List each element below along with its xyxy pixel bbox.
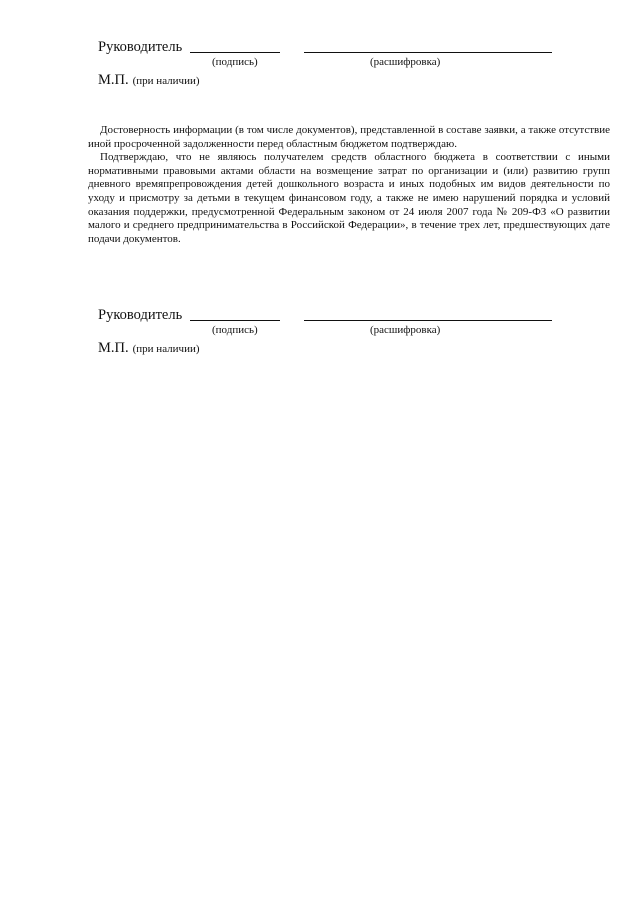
name-decode-line [304, 320, 552, 321]
stamp-label: М.П. [98, 340, 129, 356]
paragraph-reliability: Достоверность информации (в том числе документов), представленной в составе заявки, а также отсутствие иной просроченной задолженности перед областным бюджетом подтверждаю. [88, 124, 610, 150]
signature-hint: (подпись) [212, 324, 258, 336]
name-decode-line [304, 52, 552, 53]
stamp-note: (при наличии) [132, 75, 200, 87]
signature-line [190, 320, 280, 321]
stamp-label: М.П. [98, 72, 129, 88]
signature-row [98, 38, 568, 56]
signature-line [190, 52, 280, 53]
signature-block-top [98, 38, 568, 88]
confirmation-text [88, 124, 610, 246]
signature-hint: (подпись) [212, 56, 258, 68]
paragraph-confirmation: Подтверждаю, что не являюсь получателем средств областного бюджета в соответствии с иными нормативными правовыми актами области на возмещение затрат по организации и (или) развитию групп дневного времяпрепровождения детей дошкольного возраста и иных подобных им видов деятельности по уходу и присмотру за детьми в текущем финансовом году, а также не имею нарушений порядка и условий оказания поддержки, предусмотренной Федеральным законом от 24 июля 2007 года № 209-ФЗ «О развитии малого и среднего предпринимательства в Российской Федерации», в течение трех лет, предшествующих дате подачи документов. [88, 151, 610, 245]
stamp-row [98, 339, 200, 358]
stamp-row [98, 71, 200, 90]
signer-title: Руководитель [98, 39, 183, 55]
decode-hint: (расшифровка) [370, 324, 441, 336]
signature-block-bottom [98, 306, 568, 356]
decode-hint: (расшифровка) [370, 56, 441, 68]
stamp-note: (при наличии) [132, 343, 200, 355]
signature-row [98, 306, 568, 324]
signer-title: Руководитель [98, 307, 183, 323]
